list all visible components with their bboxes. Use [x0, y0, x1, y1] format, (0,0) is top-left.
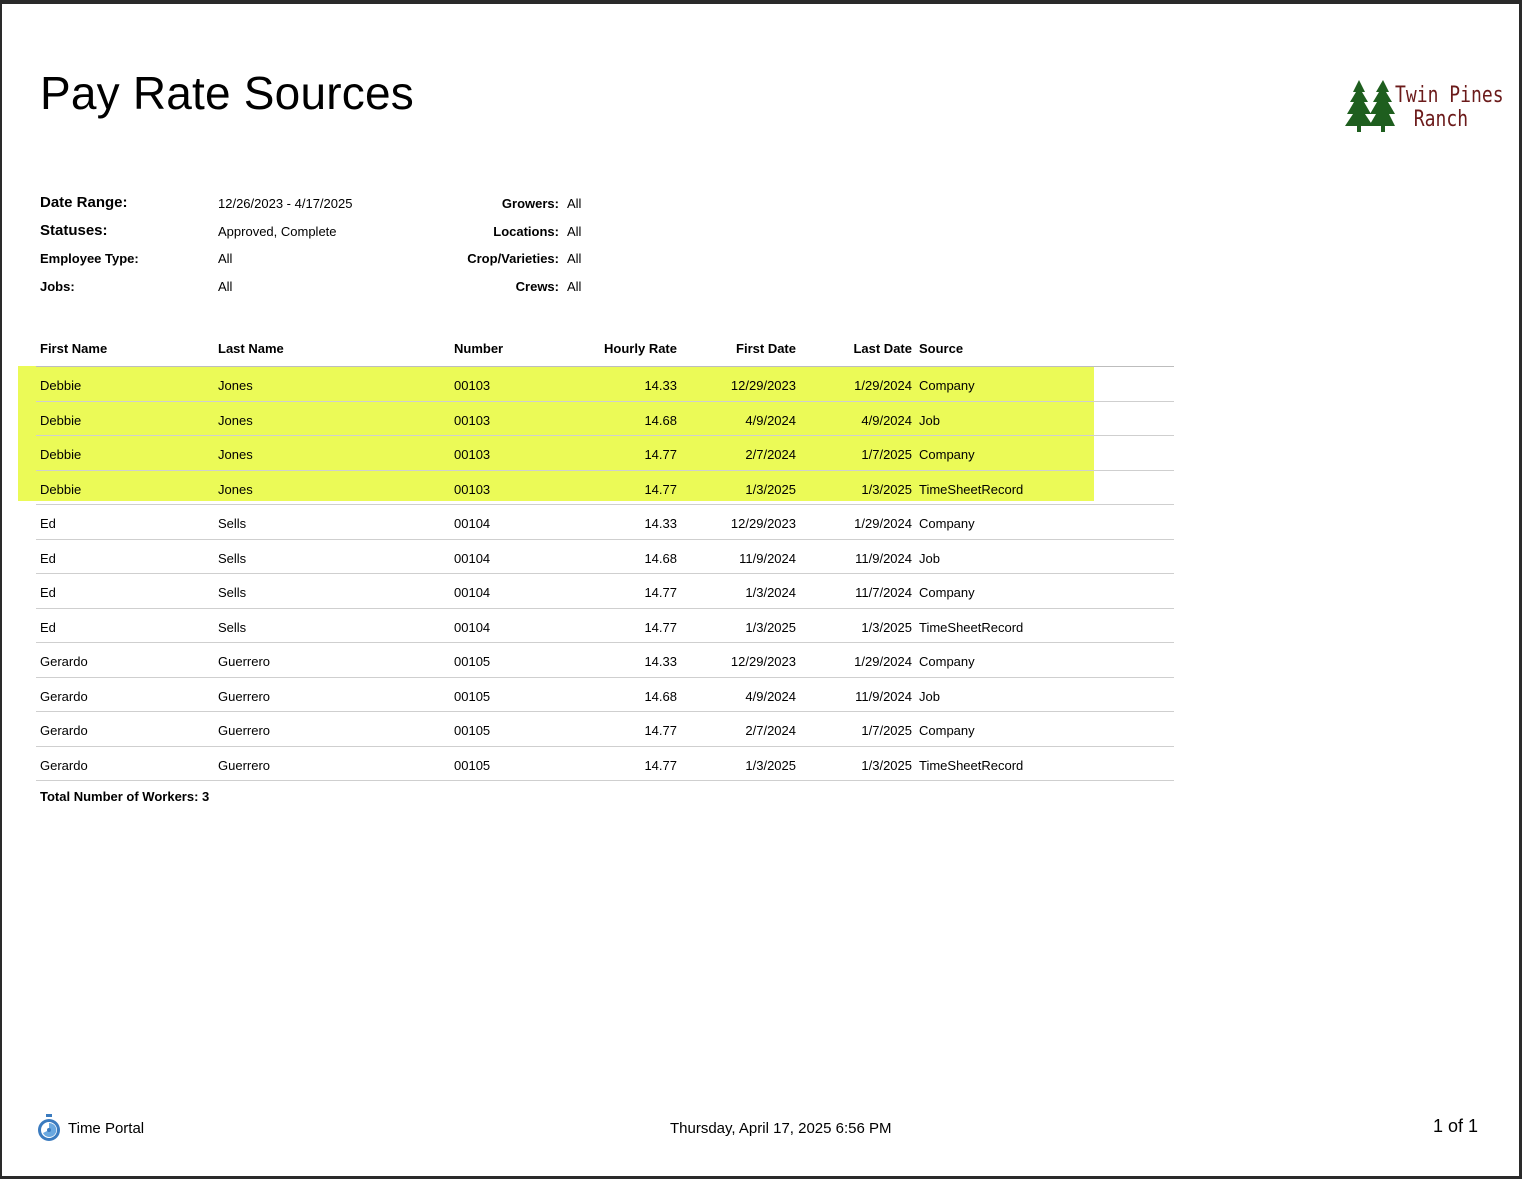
table-row	[36, 402, 1174, 437]
cell-hourly-rate: 14.33	[644, 654, 677, 669]
table-row	[36, 367, 1174, 402]
table-row	[36, 436, 1174, 471]
column-header-last-name: Last Name	[218, 341, 284, 356]
cell-number: 00103	[454, 412, 491, 428]
filter-row	[40, 249, 600, 277]
table-row	[36, 505, 1174, 540]
cell-first-date: 12/29/2023	[730, 378, 796, 393]
cell-last-name: Guerrero	[218, 654, 271, 669]
table-row	[36, 678, 1174, 713]
column-header-first-date: First Date	[736, 341, 796, 356]
filter-label: Jobs:	[40, 278, 75, 294]
logo-text	[1395, 83, 1504, 132]
cell-first-name: Gerardo	[40, 723, 88, 738]
cell-first-name: Gerardo	[40, 654, 88, 669]
table-row	[36, 471, 1174, 506]
cell-last-date: 4/9/2024	[861, 412, 912, 428]
report-title: Pay Rate Sources	[40, 67, 414, 119]
cell-first-name: Ed	[40, 516, 56, 531]
cell-last-date: 11/9/2024	[855, 550, 912, 566]
cell-source: Job	[919, 550, 940, 566]
cell-first-name: Debbie	[40, 378, 82, 393]
cell-last-date: 1/7/2025	[861, 447, 912, 462]
page-number: 1 of 1	[1432, 1116, 1478, 1136]
table-header	[36, 336, 1174, 367]
cell-hourly-rate: 14.77	[644, 619, 677, 635]
filter-value: 12/26/2023 - 4/17/2025	[218, 196, 353, 211]
cell-first-name: Ed	[40, 585, 56, 600]
cell-first-date: 4/9/2024	[745, 412, 796, 428]
column-header-first-name: First Name	[40, 341, 108, 356]
filter-label: Statuses:	[40, 221, 108, 239]
logo-line-1: Twin Pines	[1395, 83, 1504, 108]
column-header-hourly-rate: Hourly Rate	[604, 341, 677, 356]
cell-last-name: Guerrero	[218, 688, 271, 704]
filter-label: Locations:	[493, 223, 559, 239]
cell-hourly-rate: 14.77	[644, 481, 677, 497]
cell-first-date: 2/7/2024	[745, 723, 796, 738]
cell-last-date: 11/9/2024	[855, 688, 912, 704]
cell-first-date: 12/29/2023	[730, 516, 796, 531]
filter-value: All	[567, 223, 582, 239]
table-row	[36, 540, 1174, 575]
cell-first-date: 1/3/2025	[745, 619, 796, 635]
cell-last-name: Sells	[218, 550, 247, 566]
filter-label: Crews:	[515, 278, 559, 294]
cell-last-name: Guerrero	[218, 723, 271, 738]
cell-last-name: Guerrero	[218, 757, 271, 773]
cell-last-date: 1/29/2024	[854, 378, 912, 393]
cell-source: Company	[919, 585, 975, 600]
cell-number: 00104	[454, 585, 491, 600]
footer-app	[36, 1114, 144, 1142]
cell-last-date: 1/3/2025	[861, 757, 912, 773]
cell-last-name: Jones	[218, 412, 253, 428]
cell-last-name: Sells	[218, 619, 247, 635]
filter-label: Crop/Varieties:	[467, 251, 559, 266]
cell-first-date: 1/3/2024	[745, 585, 796, 600]
cell-number: 00103	[454, 447, 491, 462]
filter-label: Growers:	[501, 196, 559, 211]
report-filters	[40, 194, 600, 304]
table-body	[36, 367, 1174, 781]
cell-first-date: 2/7/2024	[745, 447, 796, 462]
cell-number: 00103	[454, 481, 491, 497]
cell-source: Company	[919, 654, 975, 669]
cell-hourly-rate: 14.77	[644, 757, 677, 773]
filter-row	[40, 222, 600, 250]
cell-hourly-rate: 14.68	[644, 550, 677, 566]
cell-source: Company	[919, 516, 975, 531]
cell-number: 00105	[454, 654, 491, 669]
cell-last-name: Sells	[218, 585, 247, 600]
filter-row	[40, 277, 600, 305]
cell-source: TimeSheetRecord	[919, 757, 1024, 773]
cell-first-date: 12/29/2023	[730, 654, 796, 669]
cell-last-date: 1/29/2024	[854, 516, 912, 531]
cell-hourly-rate: 14.33	[644, 516, 677, 531]
cell-number: 00104	[454, 619, 491, 635]
stopwatch-icon	[36, 1114, 62, 1142]
logo-line-2: Ranch	[1413, 107, 1469, 132]
pay-rate-table	[36, 336, 1174, 781]
cell-hourly-rate: 14.77	[644, 723, 677, 738]
cell-first-date: 11/9/2024	[739, 550, 796, 566]
cell-source: Company	[919, 723, 975, 738]
cell-hourly-rate: 14.68	[644, 412, 677, 428]
table-row	[36, 747, 1174, 782]
table-row	[36, 712, 1174, 747]
cell-last-date: 1/7/2025	[861, 723, 912, 738]
filter-value: All	[567, 278, 582, 294]
cell-source: TimeSheetRecord	[919, 619, 1024, 635]
cell-first-name: Gerardo	[40, 688, 88, 704]
cell-first-name: Gerardo	[40, 757, 88, 773]
cell-last-date: 1/3/2025	[861, 619, 912, 635]
total-workers: Total Number of Workers: 3	[40, 789, 210, 804]
cell-last-date: 1/3/2025	[861, 481, 912, 497]
filter-value: All	[218, 251, 233, 266]
cell-number: 00105	[454, 688, 491, 704]
cell-number: 00104	[454, 516, 491, 531]
cell-number: 00104	[454, 550, 491, 566]
cell-last-name: Sells	[218, 516, 247, 531]
filter-label: Employee Type:	[40, 251, 139, 266]
twin-pines-logo	[1345, 80, 1504, 136]
cell-first-name: Debbie	[40, 412, 82, 428]
cell-first-date: 1/3/2025	[745, 481, 796, 497]
cell-last-date: 1/29/2024	[854, 654, 912, 669]
filter-row	[40, 194, 600, 222]
cell-source: Job	[919, 412, 940, 428]
column-header-last-date: Last Date	[853, 341, 912, 356]
pine-trees-icon	[1345, 80, 1395, 134]
cell-hourly-rate: 14.68	[644, 688, 677, 704]
column-header-source: Source	[919, 341, 964, 356]
table-row	[36, 574, 1174, 609]
cell-source: TimeSheetRecord	[919, 481, 1024, 497]
cell-last-name: Jones	[218, 481, 253, 497]
cell-hourly-rate: 14.33	[644, 378, 677, 393]
report-timestamp: Thursday, April 17, 2025 6:56 PM	[670, 1120, 892, 1137]
cell-last-date: 11/7/2024	[855, 585, 912, 600]
filter-value: All	[567, 196, 582, 211]
cell-source: Company	[919, 447, 975, 462]
filter-value: All	[567, 251, 582, 266]
cell-last-name: Jones	[218, 447, 253, 462]
filter-value: All	[218, 278, 233, 294]
filter-value: Approved, Complete	[218, 223, 337, 239]
cell-first-name: Ed	[40, 619, 56, 635]
cell-source: Company	[919, 378, 975, 393]
cell-first-date: 4/9/2024	[745, 688, 796, 704]
column-header-number: Number	[454, 341, 504, 356]
cell-first-date: 1/3/2025	[745, 757, 796, 773]
cell-number: 00105	[454, 723, 491, 738]
app-name: Time Portal	[68, 1119, 145, 1137]
cell-first-name: Debbie	[40, 447, 82, 462]
cell-source: Job	[919, 688, 940, 704]
filter-label: Date Range:	[40, 194, 128, 211]
table-row	[36, 643, 1174, 678]
table-row	[36, 609, 1174, 644]
cell-hourly-rate: 14.77	[644, 447, 677, 462]
cell-first-name: Ed	[40, 550, 56, 566]
cell-first-name: Debbie	[40, 481, 82, 497]
cell-number: 00103	[454, 378, 491, 393]
cell-number: 00105	[454, 757, 491, 773]
cell-hourly-rate: 14.77	[644, 585, 677, 600]
cell-last-name: Jones	[218, 378, 253, 393]
